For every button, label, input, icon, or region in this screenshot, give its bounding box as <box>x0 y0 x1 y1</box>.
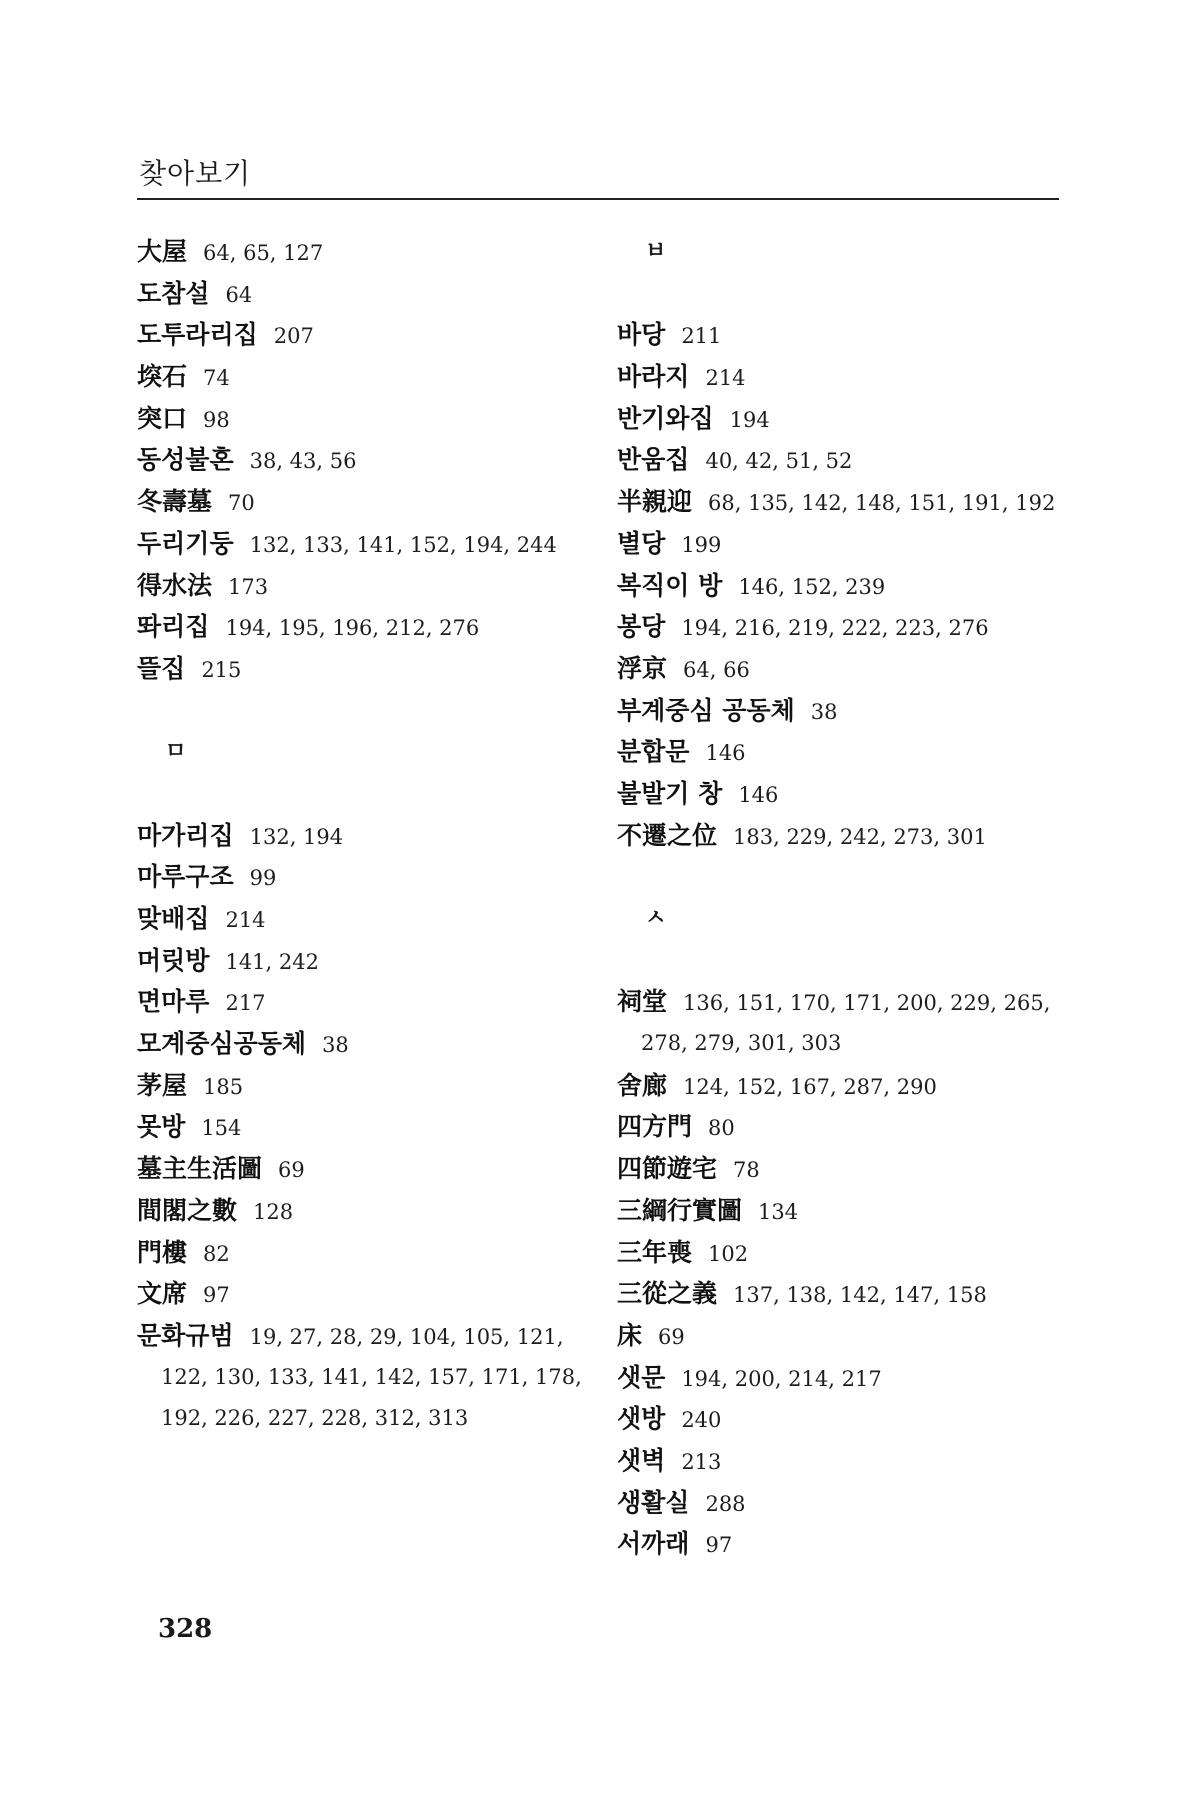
index-entry <box>617 565 1067 607</box>
index-term: 堗石 <box>137 362 188 392</box>
index-entry <box>137 898 607 940</box>
index-section-s <box>617 1065 1067 1565</box>
index-entry <box>617 523 1067 565</box>
index-pages: 173 <box>228 574 269 599</box>
index-pages: 141, 242 <box>225 949 319 974</box>
index-continuation-line: 278, 279, 301, 303 <box>641 1031 842 1056</box>
index-pages: 137, 138, 142, 147, 158 <box>733 1283 987 1308</box>
index-pages: 214 <box>225 908 266 932</box>
index-entry <box>137 273 607 315</box>
index-term: 면마루 <box>137 987 210 1017</box>
index-entry <box>617 731 1067 773</box>
index-term: 半親迎 <box>617 487 693 517</box>
index-entry <box>137 1106 607 1148</box>
index-term: 祠堂 <box>617 987 668 1017</box>
index-pages: 146 <box>705 741 746 766</box>
section-letter-row <box>617 231 1067 273</box>
index-continuation <box>137 1357 607 1440</box>
index-entry <box>137 940 607 982</box>
index-term: 門樓 <box>137 1237 188 1267</box>
index-entry <box>137 398 607 440</box>
index-entry <box>617 439 1067 481</box>
section-letter: ㅁ <box>165 739 187 765</box>
index-continuation-line: 122, 130, 133, 141, 142, 157, 171, 178, <box>161 1364 582 1389</box>
section-gap <box>137 690 607 732</box>
index-entry <box>617 815 1067 857</box>
index-term: 불발기 창 <box>617 778 723 808</box>
index-entry <box>137 314 607 356</box>
index-term: 반기와집 <box>617 403 714 433</box>
index-pages: 194 <box>729 407 770 432</box>
index-term: 間閣之數 <box>137 1195 238 1225</box>
index-pages: 217 <box>225 991 266 1016</box>
index-term: 부계중심 공동체 <box>617 695 795 725</box>
index-pages: 68, 135, 142, 148, 151, 191, 192 <box>708 491 1056 516</box>
index-term: 舍廊 <box>617 1070 668 1100</box>
index-entry <box>137 1148 607 1190</box>
index-entry <box>617 356 1067 398</box>
index-pages: 215 <box>201 657 242 682</box>
index-pages: 240 <box>681 1408 722 1433</box>
index-term: 똬리집 <box>137 612 210 642</box>
index-term: 바라지 <box>617 362 690 392</box>
index-term: 三從之義 <box>617 1279 718 1309</box>
index-term: 不遷之位 <box>617 820 718 850</box>
index-pages: 194, 195, 196, 212, 276 <box>225 616 480 641</box>
index-pages: 194, 200, 214, 217 <box>681 1366 882 1391</box>
index-pages: 132, 133, 141, 152, 194, 244 <box>249 532 557 557</box>
section-letter: ㅂ <box>645 239 667 264</box>
index-pages: 38, 43, 56 <box>249 449 357 474</box>
index-entry <box>137 856 607 898</box>
index-pages: 38 <box>322 1033 349 1058</box>
index-pages: 74 <box>203 366 230 391</box>
section-letter-row <box>617 898 1067 940</box>
index-term: 三綱行實圖 <box>617 1195 743 1225</box>
index-entry <box>137 1232 607 1274</box>
index-pages: 214 <box>705 366 746 391</box>
index-entry <box>137 1065 607 1107</box>
index-entry <box>137 648 607 690</box>
index-pages: 64, 65, 127 <box>203 241 324 265</box>
index-pages: 70 <box>228 491 255 516</box>
index-term: 못방 <box>137 1112 186 1142</box>
section-letter: ㅅ <box>645 906 667 931</box>
page-header <box>137 146 1059 200</box>
index-entry <box>617 690 1067 732</box>
index-section-m <box>137 815 607 1357</box>
index-entry <box>137 1315 607 1357</box>
index-term: 바당 <box>617 320 666 350</box>
index-term: 冬壽墓 <box>137 487 213 517</box>
index-entry <box>137 606 607 648</box>
index-pages: 146 <box>738 782 779 807</box>
index-term: 샛방 <box>617 1404 666 1434</box>
index-pages: 19, 27, 28, 29, 104, 105, 121, <box>249 1324 564 1349</box>
index-pages: 69 <box>278 1158 305 1183</box>
index-pages: 64, 66 <box>683 657 750 682</box>
index-term: 도참설 <box>137 278 210 308</box>
index-pages: 136, 151, 170, 171, 200, 229, 265, <box>683 991 1051 1016</box>
index-entry <box>137 1190 607 1232</box>
index-section-b <box>617 314 1067 856</box>
index-entry <box>137 815 607 857</box>
index-entry <box>617 1273 1067 1315</box>
index-term: 복직이 방 <box>617 570 723 600</box>
index-entry <box>137 1273 607 1315</box>
index-term: 별당 <box>617 528 666 558</box>
index-entry <box>137 439 607 481</box>
index-entry <box>617 606 1067 648</box>
index-pages: 199 <box>681 532 722 557</box>
index-term: 墓主生活圖 <box>137 1154 263 1184</box>
index-pages: 154 <box>201 1116 242 1141</box>
index-pages: 69 <box>658 1324 685 1349</box>
index-pages: 82 <box>203 1241 230 1266</box>
index-entry <box>617 1440 1067 1482</box>
index-entry <box>617 1190 1067 1232</box>
index-entry <box>137 523 607 565</box>
index-pages: 38 <box>810 699 838 724</box>
section-gap <box>617 856 1067 898</box>
index-pages: 98 <box>203 407 230 432</box>
index-term: 샛벽 <box>617 1445 666 1475</box>
index-term: 샛문 <box>617 1362 666 1392</box>
index-pages: 132, 194 <box>249 824 344 849</box>
index-pages: 128 <box>253 1199 294 1224</box>
index-entry <box>617 1065 1067 1107</box>
index-term: 봉당 <box>617 612 666 642</box>
index-term: 得水法 <box>137 570 213 600</box>
index-entry <box>137 1023 607 1065</box>
index-pages: 134 <box>758 1199 799 1224</box>
index-term: 마루구조 <box>137 862 234 892</box>
index-pages: 99 <box>249 866 277 891</box>
index-entry <box>137 231 607 273</box>
index-pages: 194, 216, 219, 222, 223, 276 <box>681 616 989 641</box>
page-title: 찾아보기 <box>139 157 252 190</box>
index-entry <box>617 398 1067 440</box>
index-entry <box>617 1523 1067 1565</box>
index-pages: 213 <box>681 1449 722 1474</box>
index-entry <box>617 773 1067 815</box>
index-term: 서까래 <box>617 1529 690 1559</box>
section-gap <box>617 940 1067 982</box>
index-pages: 64 <box>225 282 253 307</box>
index-section-d <box>137 231 607 690</box>
index-term: 茅屋 <box>137 1070 188 1100</box>
index-pages: 211 <box>681 324 722 349</box>
index-pages: 102 <box>708 1241 749 1266</box>
index-entry <box>617 314 1067 356</box>
index-pages: 207 <box>273 324 314 349</box>
index-pages: 97 <box>203 1283 230 1308</box>
index-term: 大屋 <box>137 237 188 266</box>
index-entry <box>617 1357 1067 1399</box>
index-term: 四方門 <box>617 1112 693 1142</box>
section-gap <box>617 273 1067 315</box>
index-term: 반움집 <box>617 445 690 475</box>
index-pages: 183, 229, 242, 273, 301 <box>733 824 987 849</box>
index-entry <box>137 356 607 398</box>
index-entry <box>137 565 607 607</box>
index-entry <box>137 481 607 523</box>
index-entry <box>617 1482 1067 1524</box>
index-column-left <box>137 231 607 1440</box>
index-term: 머릿방 <box>137 945 210 975</box>
index-entry <box>617 1232 1067 1274</box>
index-pages: 288 <box>705 1491 746 1516</box>
page-number: 328 <box>158 1614 213 1644</box>
index-entry <box>617 981 1067 1023</box>
index-term: 도투라리집 <box>137 320 258 350</box>
index-entry <box>137 981 607 1023</box>
index-term: 突口 <box>137 403 188 433</box>
index-entry <box>617 1315 1067 1357</box>
index-column-right <box>617 231 1067 1565</box>
index-term: 床 <box>617 1320 643 1350</box>
index-continuation-line: 192, 226, 227, 228, 312, 313 <box>161 1406 469 1431</box>
index-term: 맞배집 <box>137 904 210 933</box>
index-term: 浮京 <box>617 653 668 683</box>
index-pages: 78 <box>733 1158 760 1183</box>
index-term: 두리기둥 <box>137 528 234 558</box>
index-term: 마가리집 <box>137 820 234 850</box>
index-pages: 146, 152, 239 <box>738 574 886 599</box>
index-term: 四節遊宅 <box>617 1154 718 1184</box>
section-gap <box>137 773 607 815</box>
index-entry <box>617 481 1067 523</box>
section-letter-row <box>137 731 607 773</box>
index-term: 동성불혼 <box>137 445 234 475</box>
index-pages: 124, 152, 167, 287, 290 <box>683 1074 937 1099</box>
index-entry <box>617 648 1067 690</box>
index-pages: 80 <box>708 1116 735 1141</box>
index-term: 생활실 <box>617 1487 690 1517</box>
index-term: 모계중심공동체 <box>137 1029 307 1059</box>
index-term: 文席 <box>137 1279 188 1309</box>
index-term: 뜰집 <box>137 653 186 683</box>
index-pages: 97 <box>705 1533 733 1558</box>
index-entry <box>617 1398 1067 1440</box>
index-entry <box>617 1148 1067 1190</box>
index-entry <box>617 1106 1067 1148</box>
index-pages: 40, 42, 51, 52 <box>705 449 853 474</box>
index-term: 三年喪 <box>617 1237 693 1267</box>
index-term: 분합문 <box>617 737 690 767</box>
index-pages: 185 <box>203 1074 244 1099</box>
index-term: 문화규범 <box>137 1320 234 1350</box>
